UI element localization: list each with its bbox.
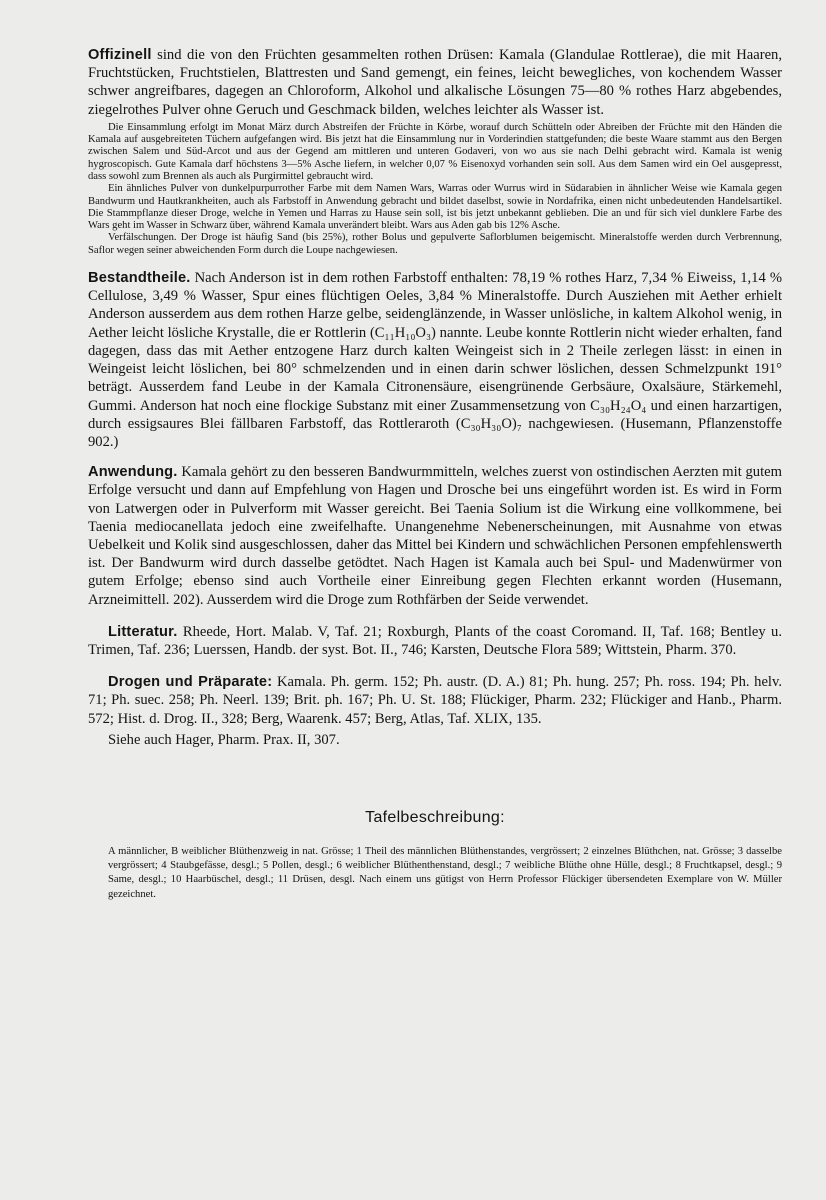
litteratur-text: Rheede, Hort. Malab. V, Taf. 21; Roxburgh, Plants of the coast Coromand. II, Taf. 168; Bentley u. Trimen, Taf. 236; Luerssen, Handb. der syst. Bot. II., 746; Karsten, Deutsche Flora 589; Wittstein, Pharm. 370. (88, 623, 782, 658)
anwendung-text: Kamala gehört zu den besseren Bandwurmmitteln, welches zuerst von ostindischen Aerzten mit gutem Erfolge versucht und dann auf Empfehlung von Hagen und Drosche bei uns eingeführt worden ist. Es wird in Form von Latwergen oder in Pulverform mit Wasser gereicht. Bei Taenia Solium ist die Wirkung eine vollkommene, bei Taenia mediocanellata jedoch eine zweifelhafte. Unangenehme Nebenerscheinungen, mit Ausnahme von etwas Uebelkeit und Kolik sind ausgeschlossen, daher das Mittel bei Kindern und schwächlichen Personen empfehlenswerth ist. Der Bandwurm wird durch dasselbe getödtet. Nach Hagen ist Kamala auch bei Spul- und Madenwürmer von gutem Erfolge; ebenso sind auch Vortheile einer Einreibung gegen Flechten erkannt worden (Husemann, Arzneimittell. 202). Ausserdem wird die Droge zum Rothfärben der Seide verwendet. (88, 464, 782, 608)
litteratur-heading: Litteratur. (108, 623, 178, 640)
drogen-paragraph (88, 673, 782, 728)
offizinell-paragraph (88, 46, 782, 119)
wars-note: Ein ähnliches Pulver von dunkelpurpurrother Farbe mit dem Namen Wars, Warras oder Wurrus wird in Südarabien in ähnlicher Weise wie Kamala gegen Bandwurm und Hautkrankheiten, auch als Farbstoff in Anwendung gebracht und bildet daselbst, sowie in Nordafrika, einen nicht unbedeutenden Handelsartikel. Die Stammpflanze dieser Droge, welche in Yemen und Harras zu Hause sein soll, ist bis jetzt unbekannt geblieben. Die an und für sich viel dunklere Farbe des Wars geht im Wasser in Schwarz über, während Kamala unverändert bleibt. Wars aus Aden gab bis 12% Asche. (88, 183, 782, 232)
offizinell-text: sind die von den Früchten gesammelten rothen Drüsen: Kamala (Glandulae Rottlerae), die mit Haaren, Fruchtstücken, Fruchtstielen, Blattresten und Sand gemengt, ein feines, leicht bewegliches, von kochendem Wasser schwer angreifbares, dagegen an Chloroform, Alkohol und alkalische Lösungen 75—80 % rothes Harz abgebendes, ziegelrothes Pulver ohne Geruch und Geschmack bilden, welches leichter als Wasser ist. (88, 47, 782, 118)
tafel-description: A männlicher, B weiblicher Blüthenzweig in nat. Grösse; 1 Theil des männlichen Blüthenstandes, vergrössert; 2 einzelnes Blüthchen, nat. Grösse; 3 dasselbe vergrössert; 4 Staubgefässe, desgl.; 5 Pollen, desgl.; 6 weiblicher Blüthenthenstand, desgl.; 7 weibliche Blüthe ohne Hülle, desgl.; 8 Fruchtkapsel, desgl.; 9 Same, desgl.; 10 Haarbüschel, desgl.; 11 Drüsen, desgl. Nach einem uns gütigst von Herrn Professor Flückiger übersendeten Exemplare von W. Müller gezeichnet. (108, 845, 782, 900)
litteratur-paragraph (88, 623, 782, 659)
drogen-text: Kamala. Ph. germ. 152; Ph. austr. (D. A.) 81; Ph. hung. 257; Ph. ross. 194; Ph. helv. 71; Ph. suec. 258; Ph. Neerl. 139; Brit. ph. 167; Ph. U. St. 188; Flückiger, Pharm. 232; Flückiger and Hanb., Pharm. 572; Hist. d. Drog. II., 328; Berg, Waarenk. 457; Berg, Atlas, Taf. XLIX, 135. (88, 674, 782, 727)
bestandtheile-paragraph (88, 269, 782, 451)
tafel-title: Tafelbeschreibung: (365, 808, 505, 826)
offizinell-heading: Offizinell (88, 47, 152, 63)
see-also-line: Siehe auch Hager, Pharm. Prax. II, 307. (108, 731, 340, 748)
drogen-heading: Drogen und Präparate: (108, 674, 273, 691)
verfaelschungen-note: Verfälschungen. Der Droge ist häufig Sand (bis 25%), rother Bolus und gepulverte Saflorblumen beigemischt. Mineralstoffe werden durch Verbrennung, Saflor wegen seiner abweichenden Form durch die Loupe nachgewiesen. (88, 232, 782, 256)
bestandtheile-heading: Bestandtheile. (88, 270, 191, 287)
anwendung-heading: Anwendung. (88, 464, 178, 481)
einsammlung-note: Die Einsammlung erfolgt im Monat März durch Abstreifen der Früchte in Körbe, worauf durch Schütteln oder Abreiben der Früchte mit den Händen die Kamala auf ausgebreiteten Tüchern aufgefangen wird. Bis jetzt hat die Einsammlung nur in Vorderindien stattgefunden; die beste Waare stammt aus den Bergen zwischen Salem und Süd-Arcot und aus der Gegend am mittleren und unteren Godaveri, von wo aus sie nach Delhi gebracht wird. Kamala ist wenig hygroscopisch. Gute Kamala darf höchstens 3—5% Asche liefern, in welcher 0,07 % Eisenoxyd vorhanden sein soll. Aus dem Samen wird ein Oel ausgepresst, dass sowohl zum Brennen als auch als Purgirmittel gebraucht wird. (88, 121, 782, 182)
bestandtheile-text: Nach Anderson ist in dem rothen Farbstoff enthalten: 78,19 % rothes Harz, 7,34 % Eiweiss, 1,14 % Cellulose, 3,49 % Wasser, Spur eines flüchtigen Oeles, 3,84 % Mineralstoffe. Durch Ausziehen mit Aether erhielt Anderson ausserdem aus dem rothen Harze gelbe, seidenglänzende, in Wasser unlösliche, in kaltem Alkohol wenig, in Aether leicht lösliche Krystalle, die er Rottlerin (C₁₁H₁₀O₃) nannte. Leube konnte Rottlerin nicht wieder erhalten, fand dagegen, dass das mit Aether entzogene Harz durch kalten Weingeist sich in 2 Theile zerlegen lässt: in einen in Weingeist leicht löslichen, bei 80° schmelzenden und in einen darin schwer löslichen, dessen Schmelzpunkt 191° beträgt. Ausserdem fand Leube in der Kamala Citronensäure, eisengrünende Gerbsäure, Oxalsäure, Stärkemehl, Gummi. Anderson hat noch eine flockige Substanz mit einer Zusammensetzung von C₃₀H₂₄O₄ und einen harzartigen, durch essigsaures Blei fällbaren Farbstoff, das Rottleraroth (C₃₀H₃₀O)₇ nachgewiesen. (Husemann, Pflanzenstoffe 902.) (88, 270, 782, 450)
anwendung-paragraph (88, 463, 782, 609)
